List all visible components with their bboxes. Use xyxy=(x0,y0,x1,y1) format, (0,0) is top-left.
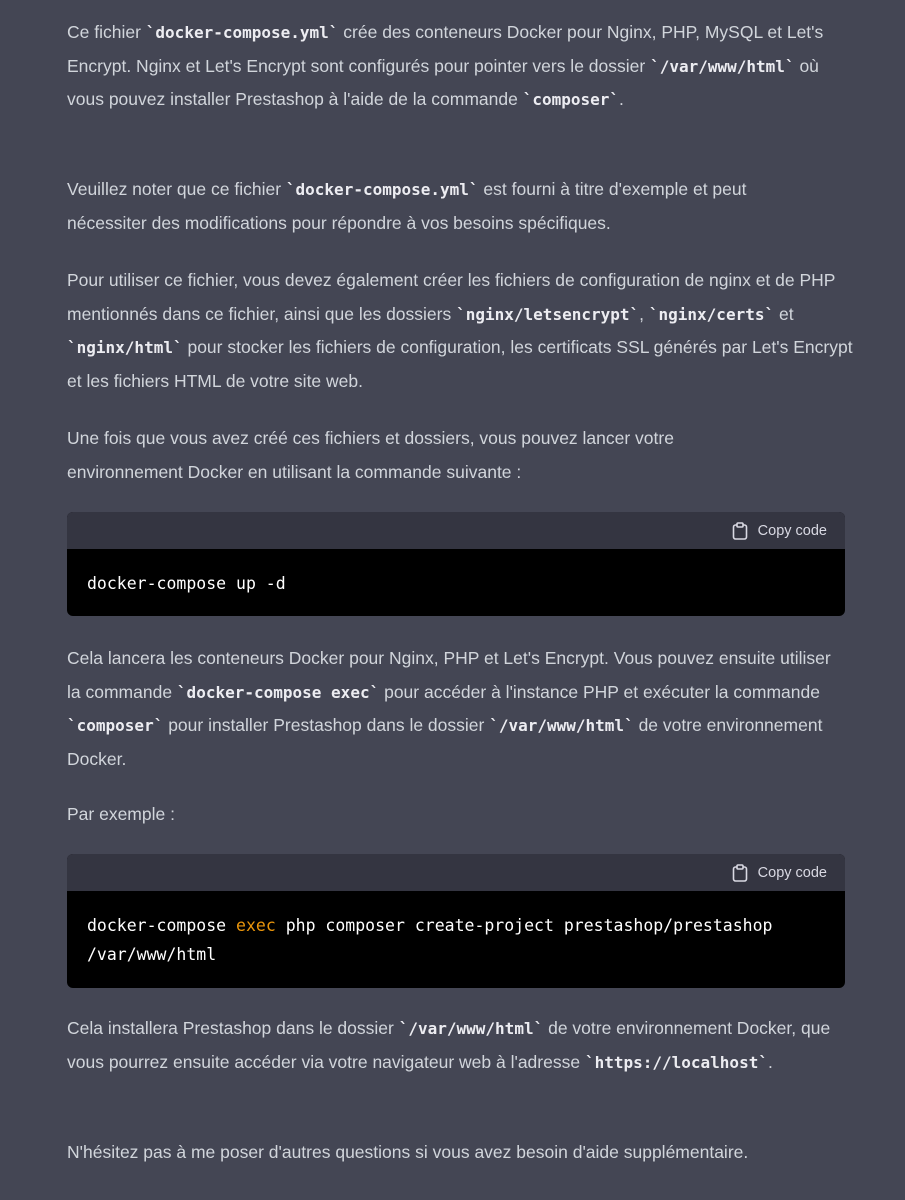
code-block-header xyxy=(67,512,845,549)
inline-code: `https://localhost` xyxy=(584,1052,768,1072)
text: Une fois que vous avez créé ces fichiers et dossiers, vous pouvez lancer votre environnement Docker en utilisant la commande suivante : xyxy=(67,428,674,482)
inline-code: `/var/www/html` xyxy=(398,1019,544,1038)
paragraph-4 xyxy=(67,422,767,489)
inline-code: `docker-compose.yml` xyxy=(285,180,479,199)
text: . xyxy=(767,1051,773,1072)
copy-code-button[interactable] xyxy=(732,522,827,540)
text: pour installer Prestashop dans le dossier xyxy=(163,715,490,735)
text: de votre environnement Docker. xyxy=(67,715,823,769)
inline-code: `nginx/certs` xyxy=(648,304,775,324)
code-block-header xyxy=(67,854,845,891)
text: pour stocker les fichiers de configuration, les certificats SSL générés par Let's Encrypt et les fichiers HTML de votre site web. xyxy=(67,337,853,391)
text: et xyxy=(774,303,794,324)
text: Ce fichier xyxy=(67,22,146,42)
code-line: docker-compose up -d xyxy=(87,574,286,593)
paragraph-8 xyxy=(67,1136,857,1170)
inline-code: `/var/www/html` xyxy=(489,716,634,735)
paragraph-1 xyxy=(67,16,857,117)
code-content xyxy=(67,549,845,598)
inline-code: `composer` xyxy=(67,716,164,735)
code-block-1 xyxy=(67,512,845,616)
text: Pour utiliser ce fichier, vous devez également créer les fichiers de configuration de nginx et de PHP mentionnés dans ce fichier, ainsi que les dossiers xyxy=(67,270,836,324)
code-block-2 xyxy=(67,854,845,988)
clipboard-icon xyxy=(732,864,748,882)
paragraph-2 xyxy=(67,173,827,240)
code-text: docker-compose xyxy=(87,916,237,935)
code-content xyxy=(67,891,845,969)
text: de votre environnement Docker, que vous pourrez ensuite accéder via votre navigateur web à l'adresse xyxy=(67,1018,831,1072)
text: Cela installera Prestashop dans le dossier xyxy=(67,1018,399,1038)
text: Cela lancera les conteneurs Docker pour Nginx, PHP et Let's Encrypt. Vous pouvez ensuite utiliser la commande xyxy=(67,648,831,702)
code-keyword: exec xyxy=(236,916,276,935)
inline-code: `docker-compose.yml` xyxy=(145,23,339,42)
text: . xyxy=(619,89,624,109)
text: Veuillez noter que ce fichier xyxy=(67,179,286,199)
code-text: php composer create-project prestashop/prestashop /var/www/html xyxy=(87,916,773,964)
text: N'hésitez pas à me poser d'autres questions si vous avez besoin d'aide supplémentaire. xyxy=(67,1142,749,1162)
text: crée des conteneurs Docker pour Nginx, PHP, MySQL et Let's Encrypt. Nginx et Let's Encrypt sont configurés pour pointer vers le dossier xyxy=(67,22,824,76)
copy-code-button[interactable] xyxy=(732,864,827,882)
inline-code: `/var/www/html` xyxy=(650,56,795,76)
clipboard-icon xyxy=(732,522,748,540)
text: , xyxy=(639,303,649,324)
paragraph-6 xyxy=(67,798,767,832)
inline-code: `composer` xyxy=(522,90,620,109)
paragraph-7 xyxy=(67,1012,837,1079)
inline-code: `docker-compose exec` xyxy=(176,682,380,702)
inline-code: `nginx/letsencrypt` xyxy=(456,304,640,324)
text: Par exemple : xyxy=(67,804,175,824)
text: où vous pouvez installer Prestashop à l'aide de la commande xyxy=(67,55,819,109)
paragraph-5 xyxy=(67,642,847,776)
copy-code-label: Copy code xyxy=(757,864,827,881)
copy-code-label: Copy code xyxy=(757,522,827,539)
inline-code: `nginx/html` xyxy=(67,338,183,357)
text: est fourni à titre d'exemple et peut nécessiter des modifications pour répondre à vos besoins spécifiques. xyxy=(67,179,747,233)
text: pour accéder à l'instance PHP et exécuter la commande xyxy=(379,681,820,702)
paragraph-3 xyxy=(67,264,857,398)
